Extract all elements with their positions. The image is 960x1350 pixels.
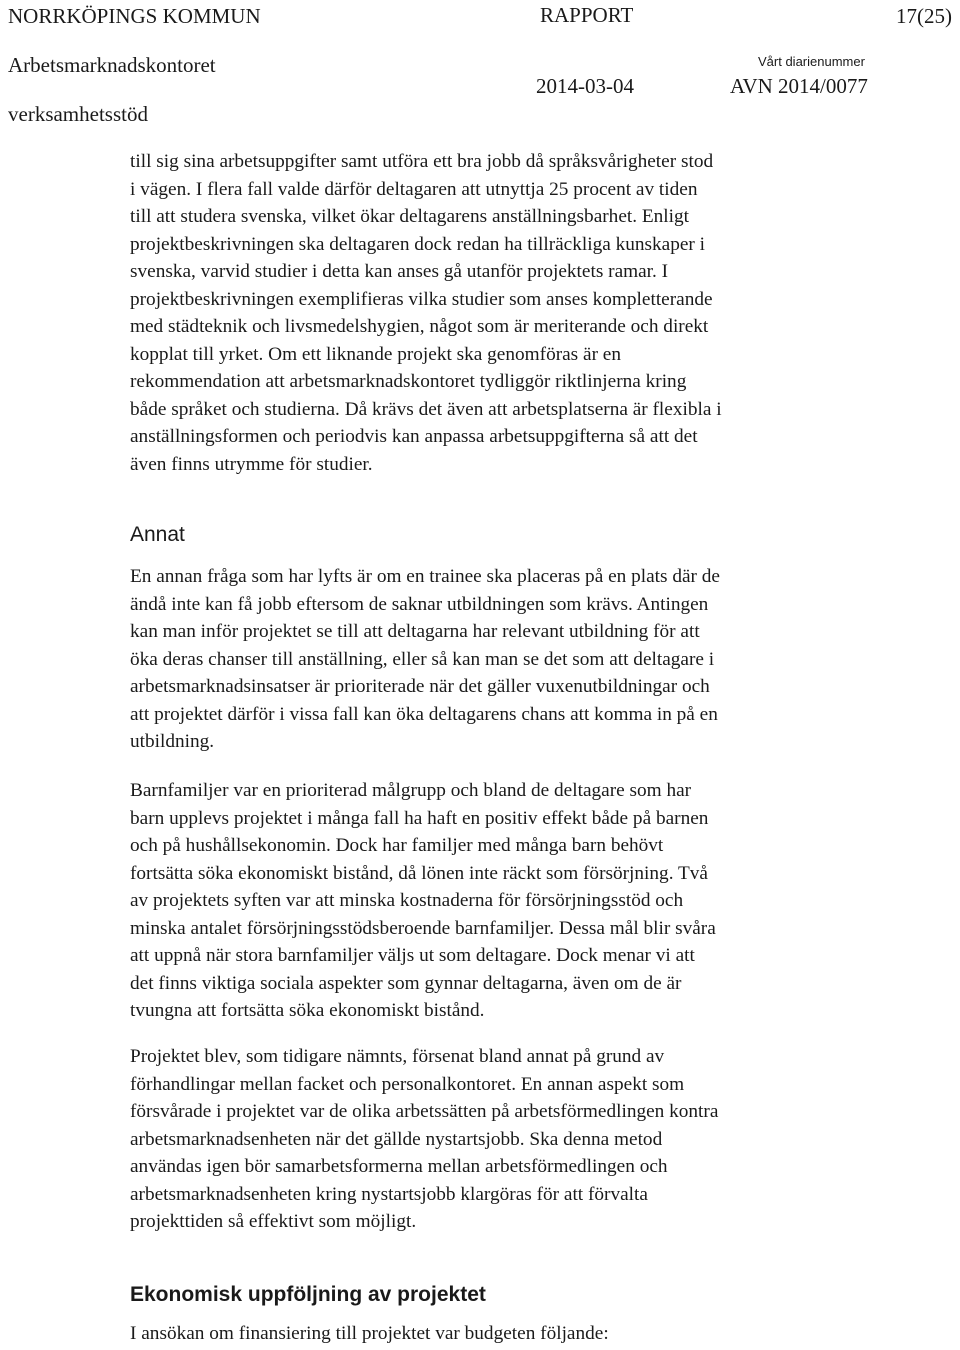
paragraph-2 xyxy=(130,563,870,756)
paragraph-4 xyxy=(130,1043,870,1236)
paragraph-line: I ansökan om finansiering till projektet var budgeten följande: xyxy=(130,1323,609,1344)
paragraph-line: både språket och studierna. Då krävs det även att arbetsplatserna är flexibla i xyxy=(130,398,722,420)
unit-name: verksamhetsstöd xyxy=(8,102,148,126)
report-date: 2014-03-04 xyxy=(536,74,634,98)
paragraph-line: tvungna att fortsätta söka ekonomiskt bistånd. xyxy=(130,1000,485,1021)
paragraph-line: till att studera svenska, vilket ökar deltagarens anställningsbarhet. Enligt xyxy=(130,206,690,227)
paragraph-line: minska antalet försörjningsstödsberoende barnfamiljer. Dessa mål blir svåra xyxy=(130,917,716,939)
paragraph-line: ändå inte kan få jobb eftersom de saknar utbildningen som krävs. Antingen xyxy=(130,593,709,615)
paragraph-line: öka deras chanser till anställning, eller så kan man se det som att deltagare i xyxy=(130,648,715,670)
paragraph-line: anställningsformen och periodvis kan anpassa arbetsuppgifterna så att det xyxy=(130,426,698,447)
organization-name: NORRKÖPINGS KOMMUN xyxy=(8,4,261,28)
paragraph-line: projektbeskrivningen exemplifieras vilka studier som anses kompletterande xyxy=(130,288,713,310)
page-number: 17(25) xyxy=(896,4,952,28)
paragraph-line: arbetsmarknadsinsatser är prioriterade när det gäller vuxenutbildningar och xyxy=(130,676,710,697)
paragraph-line: det finns viktiga sociala aspekter som gynnar deltagarna, även om de är xyxy=(130,972,682,994)
paragraph-line: arbetsmarknadsenheten kring nystartsjobb klargöras för att förvalta xyxy=(130,1183,648,1205)
paragraph-line: att uppnå när stora barnfamiljer väljs ut som deltagare. Dock menar vi att xyxy=(130,945,695,966)
paragraph-line: kopplat till yrket. Om ett liknande projekt ska genomföras är en xyxy=(130,343,622,365)
paragraph-line: med städteknik och livsmedelshygien, något som är meriterande och direkt xyxy=(130,316,709,337)
paragraph-line: i vägen. I flera fall valde därför deltagaren att utnyttja 25 procent av tiden xyxy=(130,178,698,200)
paragraph-line: försvårade i projektet var de olika arbetssätten på arbetsförmedlingen kontra xyxy=(130,1101,719,1122)
document-type: RAPPORT xyxy=(540,3,634,27)
paragraph-5 xyxy=(130,1320,870,1348)
paragraph-line: även finns utrymme för studier. xyxy=(130,453,373,475)
paragraph-line: kan man inför projektet se till att deltagarna har relevant utbildning för att xyxy=(130,621,700,642)
paragraph-line: förhandlingar mellan facket och personalkontoret. En annan aspekt som xyxy=(130,1073,685,1095)
paragraph-1 xyxy=(130,148,870,478)
paragraph-line: och på hushållsekonomin. Dock har familjer med många barn behövt xyxy=(130,835,664,856)
paragraph-line: Projektet blev, som tidigare nämnts, försenat bland annat på grund av xyxy=(130,1046,665,1067)
paragraph-line: utbildning. xyxy=(130,731,215,752)
paragraph-line: användas igen bör samarbetsformerna mellan arbetsförmedlingen och xyxy=(130,1156,668,1177)
paragraph-line: barn upplevs projektet i många fall ha haft en positiv effekt både på barnen xyxy=(130,807,709,829)
paragraph-line: Barnfamiljer var en prioriterad målgrupp och bland de deltagare som har xyxy=(130,780,692,801)
paragraph-line: att projektet därför i vissa fall kan öka deltagarens chans att komma in på en xyxy=(130,703,718,725)
diary-number: AVN 2014/0077 xyxy=(730,74,868,98)
paragraph-line: av projektets syften var att minska kostnaderna för försörjningsstöd och xyxy=(130,890,684,911)
paragraph-3 xyxy=(130,777,870,1025)
paragraph-line: En annan fråga som har lyfts är om en trainee ska placeras på en plats där de xyxy=(130,566,720,587)
paragraph-line: svenska, varvid studier i detta kan anses gå utanför projektets ramar. I xyxy=(130,261,669,282)
department-name: Arbetsmarknadskontoret xyxy=(8,53,216,77)
paragraph-line: arbetsmarknadsenheten när det gällde nystartsjobb. Ska denna metod xyxy=(130,1128,663,1150)
paragraph-line: projekttiden så effektivt som möjligt. xyxy=(130,1211,417,1232)
paragraph-line: rekommendation att arbetsmarknadskontoret tydliggör riktlinjerna kring xyxy=(130,371,687,392)
paragraph-line: projektbeskrivningen ska deltagaren dock redan ha tillräckliga kunskaper i xyxy=(130,233,706,255)
paragraph-line: till sig sina arbetsuppgifter samt utföra ett bra jobb då språksvårigheter stod xyxy=(130,151,714,172)
paragraph-line: fortsätta söka ekonomiskt bistånd, då lönen inte räckt som försörjning. Två xyxy=(130,862,708,884)
section-heading-ekonomi: Ekonomisk uppföljning av projektet xyxy=(130,1283,486,1306)
section-heading-annat: Annat xyxy=(130,523,185,546)
diary-label: Vårt diarienummer xyxy=(758,54,865,69)
